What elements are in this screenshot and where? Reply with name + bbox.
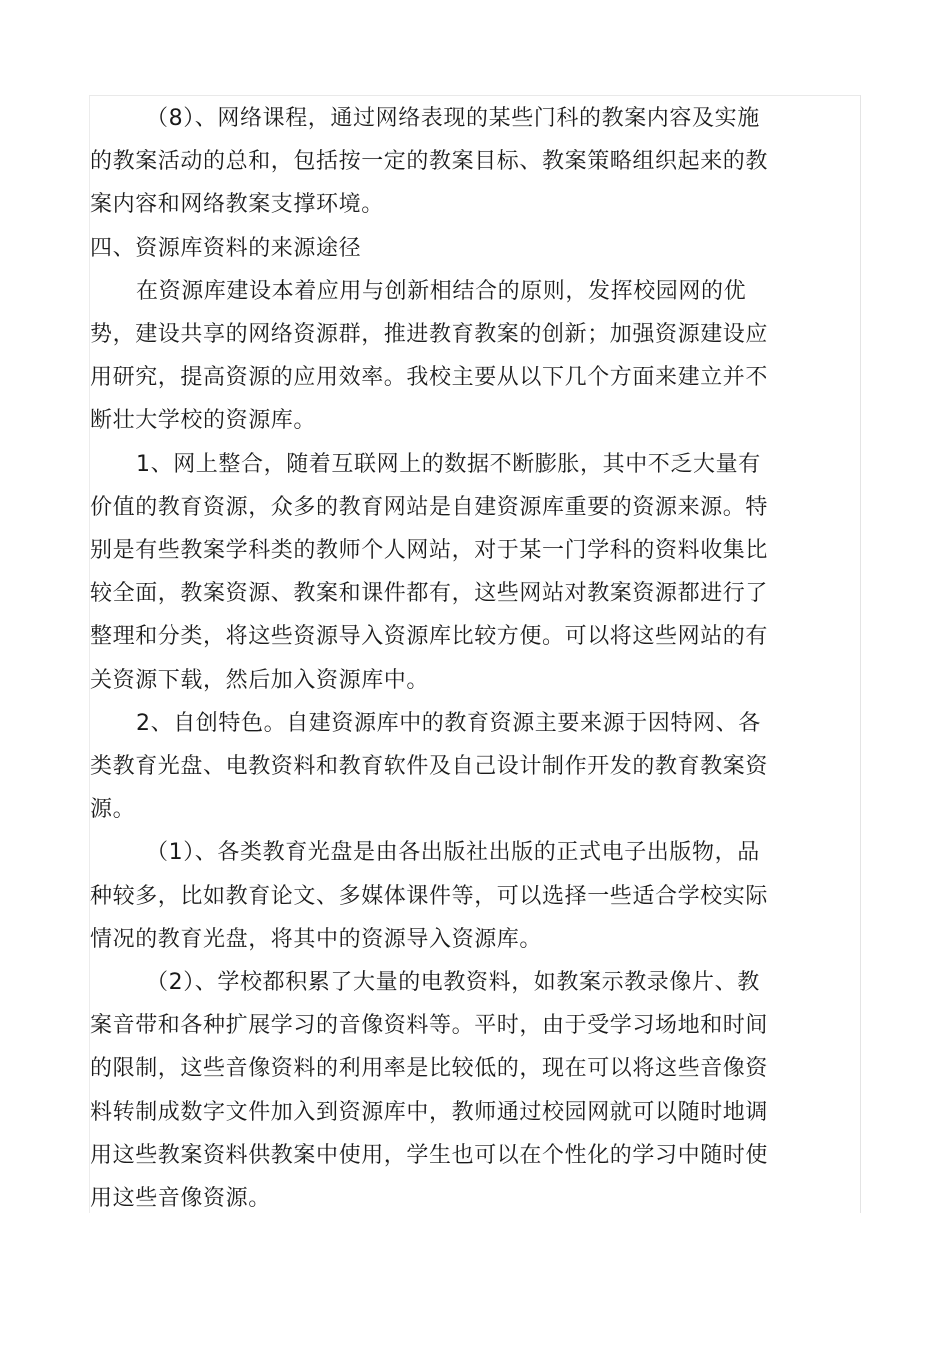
paragraph-source-2-1: （1）、各类教育光盘是由各出版社出版的正式电子出版物，品种较多，比如教育论文、多媒体课件等，可以选择一些适合学校实际情况的教育光盘，将其中的资源导入资源库。 bbox=[90, 840, 769, 952]
section-heading: 四、资源库资料的来源途径 bbox=[90, 235, 362, 261]
paragraph-source-1: 1、网上整合，随着互联网上的数据不断膨胀，其中不乏大量有价值的教育资源，众多的教育网站是自建资源库重要的资源来源。特别是有些教案学科类的教师个人网站，对于某一门学科的资料收集比较全面，教案资源、教案和课件都有，这些网站对教案资源都进行了整理和分类，将这些资源导入资源库比较方便。可以将这些网站的有关资源下载，然后加入资源库中。 bbox=[90, 451, 769, 693]
paragraph-item-8: （8）、网络课程，通过网络表现的某些门科的教案内容及实施的教案活动的总和，包括按一定的教案目标、教案策略组织起来的教案内容和网络教案支撑环境。 bbox=[90, 106, 769, 218]
paragraph-section-intro: 在资源库建设本着应用与创新相结合的原则，发挥校园网的优势，建设共享的网络资源群，推进教育教案的创新；加强资源建设应用研究，提高资源的应用效率。我校主要从以下几个方面来建立并不断壮大学校的资源库。 bbox=[90, 278, 769, 434]
paragraph-source-2-2: （2）、学校都积累了大量的电教资料，如教案示教录像片、教案音带和各种扩展学习的音像资料等。平时，由于受学习场地和时间的限制，这些音像资料的利用率是比较低的，现在可以将这些音像资料转制成数字文件加入到资源库中，教师通过校园网就可以随时地调用这些教案资料供教案中使用，学生也可以在个性化的学习中随时使用这些音像资源。 bbox=[90, 970, 769, 1212]
document-body bbox=[90, 97, 782, 1220]
paragraph-source-2: 2、自创特色。自建资源库中的教育资源主要来源于因特网、各类教育光盘、电教资料和教育软件及自己设计制作开发的教育教案资源。 bbox=[90, 710, 769, 823]
